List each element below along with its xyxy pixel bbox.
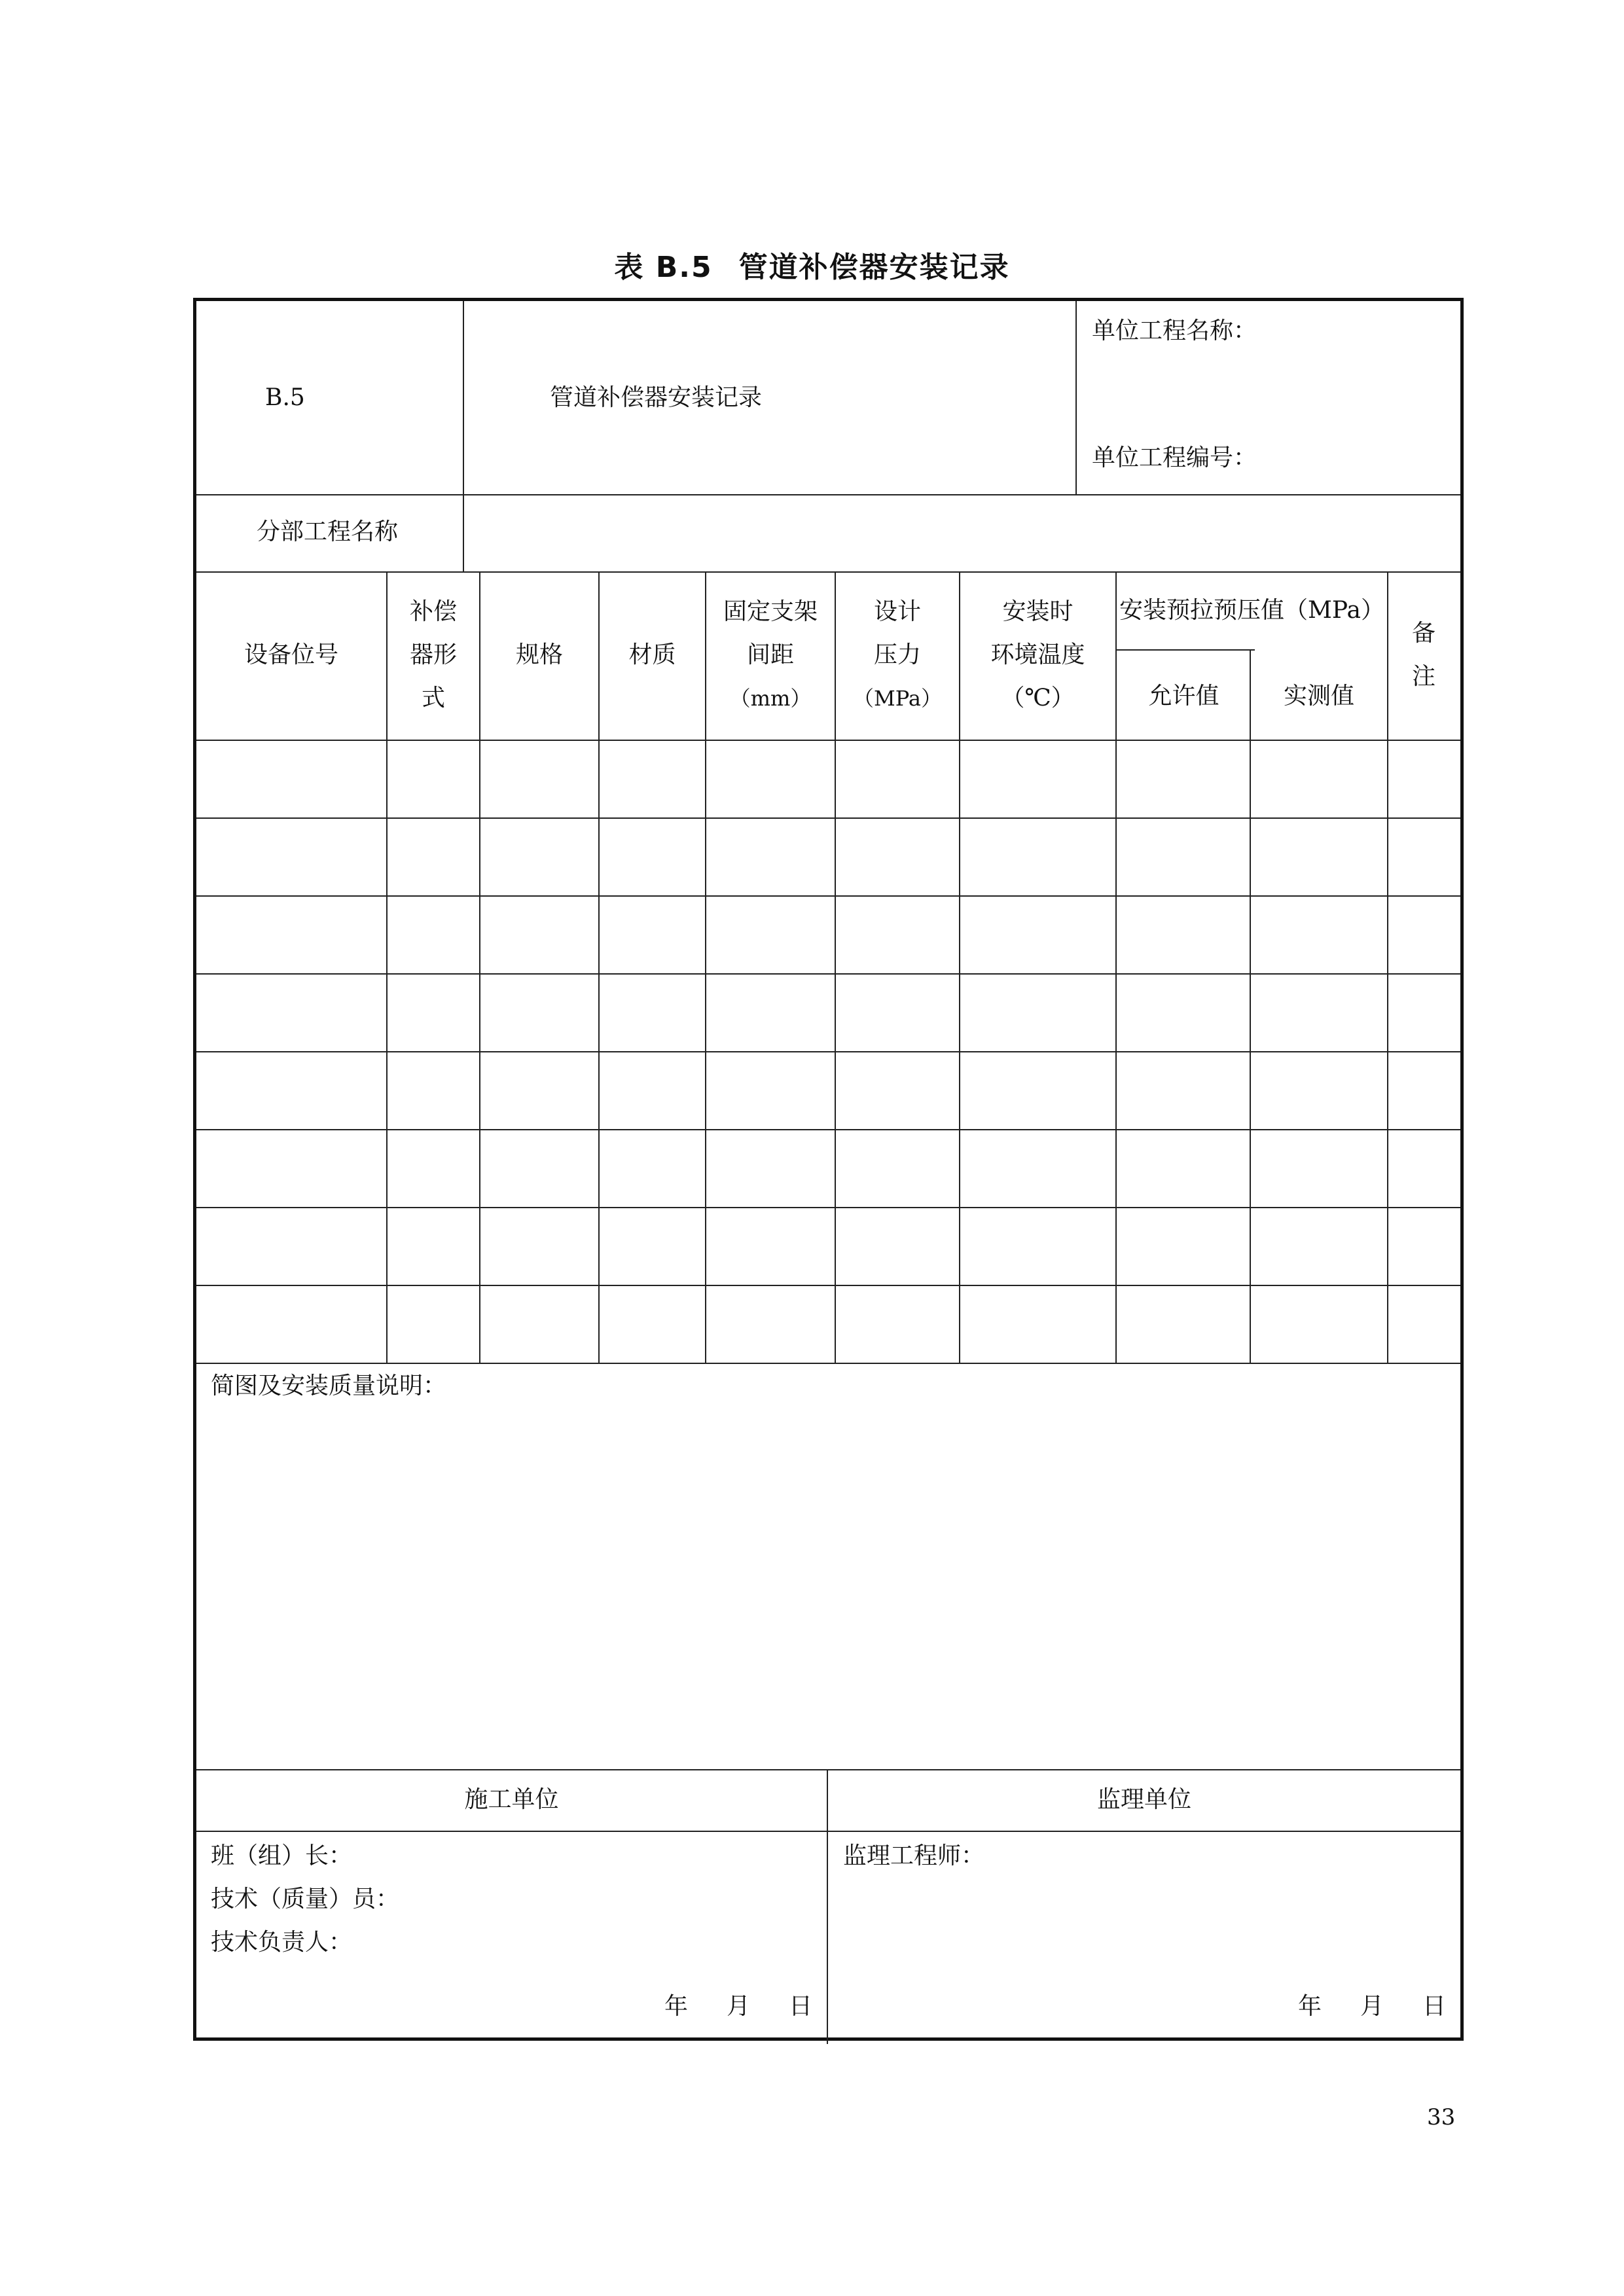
col-measured-value: 实测值 — [1283, 683, 1354, 709]
col-divider-8 — [1250, 649, 1251, 1363]
notes-label: 简图及安装质量说明： — [211, 1372, 447, 1399]
col-remarks: 备 注 — [1411, 620, 1435, 690]
rule-precompression-split — [1117, 649, 1255, 651]
rule-form-name-right — [1075, 301, 1077, 494]
table-title: 管道补偿器安装记录 — [738, 251, 1010, 284]
col-allowed-value: 允许值 — [1148, 683, 1219, 709]
construction-date-year: 年 — [664, 1993, 689, 2020]
construction-date-month: 月 — [727, 1993, 751, 2020]
technical-manager-label: 技术负责人： — [211, 1929, 353, 1956]
supervision-date-day: 日 — [1422, 1993, 1447, 2020]
supervision-date-month: 月 — [1360, 1993, 1384, 2020]
rule-notes-bottom — [196, 1769, 1460, 1770]
rule-rows-bottom — [196, 1363, 1460, 1364]
document-title — [0, 243, 1624, 285]
page-number: 33 — [1427, 2104, 1456, 2130]
form-name: 管道补偿器安装记录 — [550, 384, 763, 411]
rule-signature-header-bottom — [196, 1831, 1460, 1832]
unit-project-number-label: 单位工程编号： — [1092, 444, 1257, 471]
col-divider-3 — [598, 571, 600, 1363]
supervision-unit-heading: 监理单位 — [1096, 1786, 1191, 1813]
col-compensator-type: 补偿 器形 式 — [409, 598, 457, 711]
construction-date-day: 日 — [789, 1993, 813, 2020]
col-ambient-temperature: 安装时 环境温度 （℃） — [990, 598, 1085, 711]
supervision-engineer-label: 监理工程师： — [843, 1842, 985, 1869]
sub-project-name-label: 分部工程名称 — [257, 518, 399, 545]
col-spec: 规格 — [515, 641, 563, 668]
form-code: B.5 — [265, 384, 305, 411]
rule-code-right — [463, 301, 464, 571]
team-leader-label: 班（组）长： — [211, 1842, 353, 1869]
col-support-spacing: 固定支架 间距 （mm） — [723, 598, 818, 711]
construction-unit-heading: 施工单位 — [464, 1786, 559, 1813]
col-material: 材质 — [628, 641, 676, 668]
col-precompression-group: 安装预拉预压值（MPa） — [1119, 597, 1384, 624]
table-number: 表 B.5 — [614, 251, 713, 284]
col-device-position: 设备位号 — [244, 641, 338, 668]
col-design-pressure: 设计 压力 （MPa） — [853, 598, 942, 711]
record-form-table — [193, 298, 1464, 2041]
quality-technician-label: 技术（质量）员： — [211, 1886, 400, 1912]
rule-header-bottom — [196, 494, 1460, 495]
unit-project-name-label: 单位工程名称： — [1092, 317, 1257, 344]
supervision-date-year: 年 — [1298, 1993, 1322, 2020]
